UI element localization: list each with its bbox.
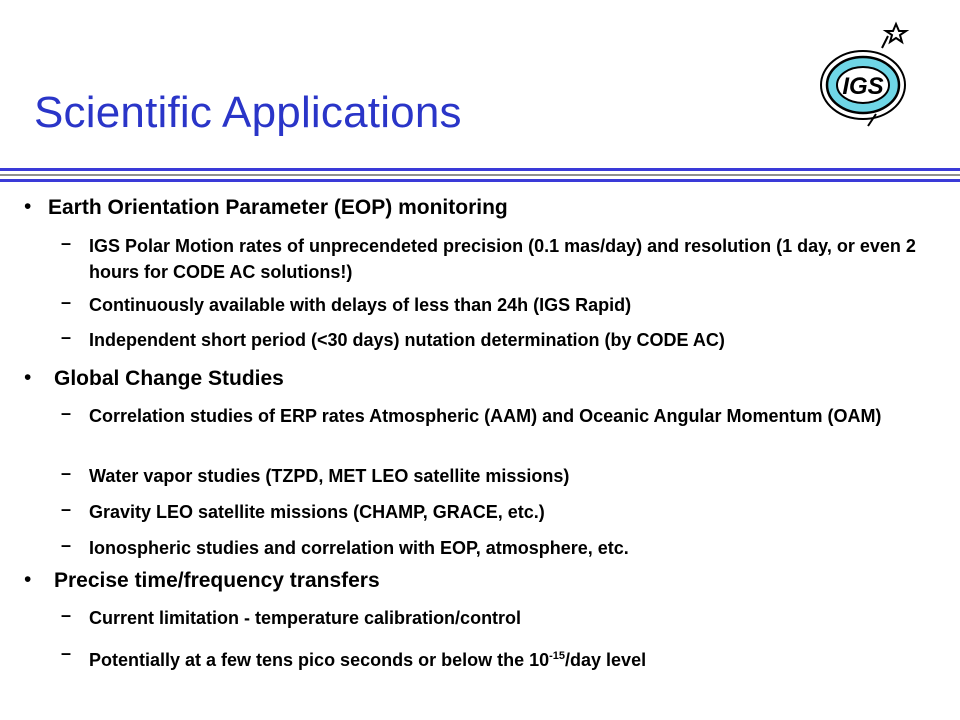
dash-marker: – (61, 292, 72, 312)
list-item: Correlation studies of ERP rates Atmospheric (AAM) and Oceanic Angular Momentum (OAM) (89, 406, 882, 426)
dash-marker: – (61, 463, 72, 483)
list-item: Ionospheric studies and correlation with EOP, atmosphere, etc. (89, 538, 629, 558)
section-heading-time-transfer: Precise time/frequency transfers (54, 569, 380, 592)
logo-text: IGS (842, 73, 884, 100)
list-item: Gravity LEO satellite missions (CHAMP, GRACE, etc.) (89, 502, 545, 522)
list-item: Continuously available with delays of less than 24h (IGS Rapid) (89, 295, 632, 315)
list-item-text: Potentially at a few tens pico seconds or below the 10 (89, 650, 550, 670)
dash-marker: – (61, 535, 72, 555)
bullet-marker: • (24, 195, 32, 218)
slide-title: Scientific Applications (34, 88, 462, 137)
dash-marker: – (61, 499, 72, 519)
list-item: IGS Polar Motion rates of unprecendeted precision (0.1 mas/day) and resolution (1 day, or even 2 hours for CODE AC solutions!) (89, 236, 916, 282)
list-item: Water vapor studies (TZPD, MET LEO satellite missions) (89, 466, 570, 486)
bullet-marker: • (24, 568, 32, 591)
dash-marker: – (61, 403, 72, 423)
list-item: Current limitation - temperature calibration/control (89, 608, 522, 628)
dash-marker: – (61, 233, 72, 253)
dash-marker: – (61, 327, 72, 347)
dash-marker: – (61, 643, 72, 663)
list-item: Independent short period (<30 days) nutation determination (by CODE AC) (89, 330, 725, 350)
section-heading-eop: Earth Orientation Parameter (EOP) monitoring (48, 196, 508, 219)
list-item-with-superscript (89, 643, 646, 673)
section-heading-global-change: Global Change Studies (54, 367, 284, 390)
exponent: -15 (549, 650, 566, 662)
bullet-marker: • (24, 366, 32, 389)
dash-marker: – (61, 605, 72, 625)
list-item-suffix: /day level (565, 650, 647, 670)
